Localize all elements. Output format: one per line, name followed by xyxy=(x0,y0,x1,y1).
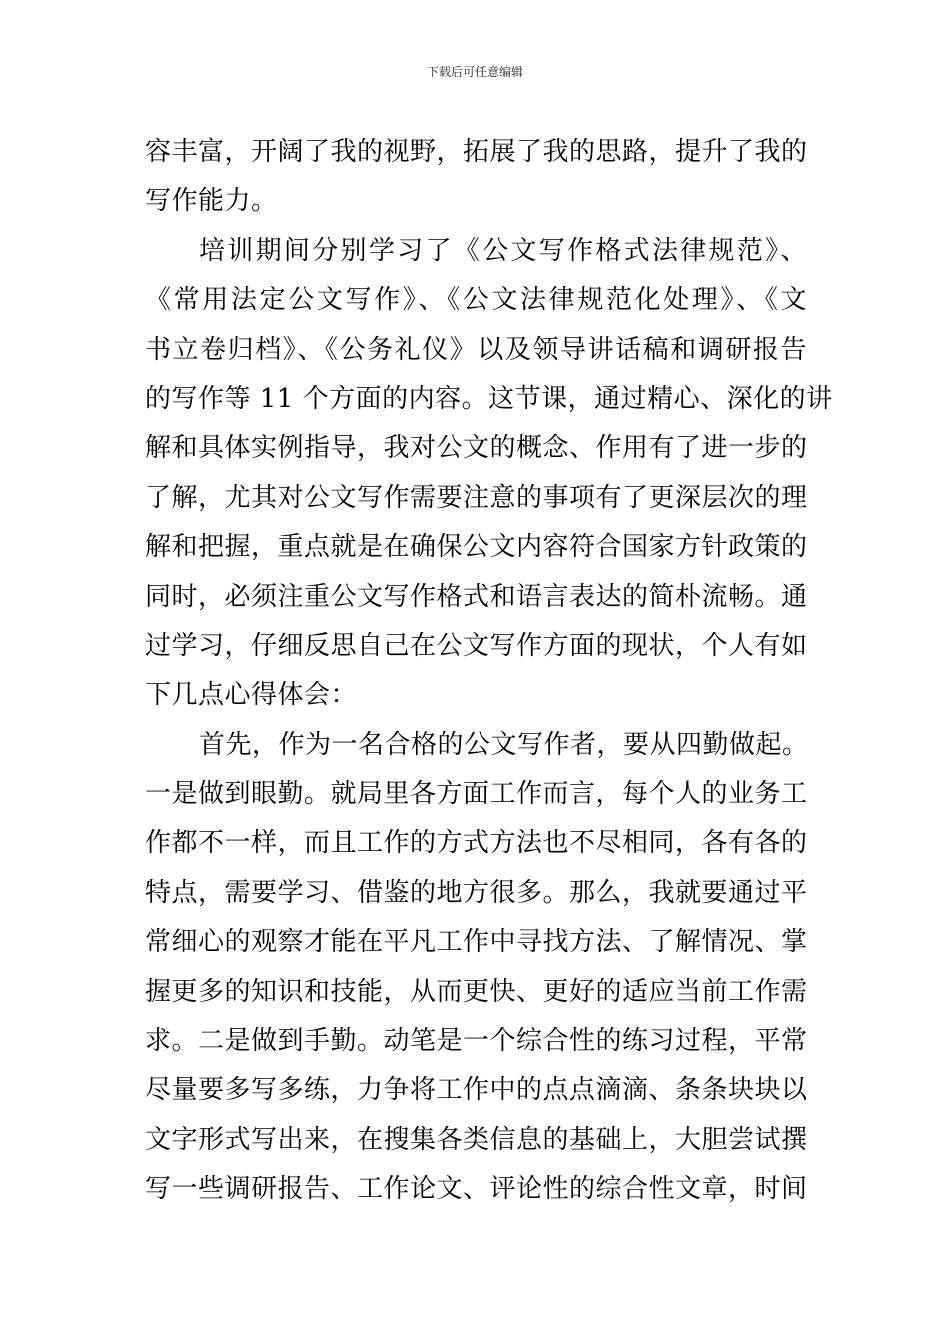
body-text xyxy=(145,128,833,1215)
text-line: 了解，尤其对公文写作需要注意的事项有了更深层次的理 xyxy=(145,482,808,513)
text-line: 下几点心得体会： xyxy=(145,680,358,711)
text-line: 作都不一样，而且工作的方式方法也不尽相同，各有各的 xyxy=(145,828,808,859)
page-header: 下载后可任意编辑 xyxy=(426,65,523,79)
text-line: 文字形式写出来，在搜集各类信息的基础上，大胆尝试撰 xyxy=(145,1124,808,1155)
text-line: 解和把握，重点就是在确保公文内容符合国家方针政策的 xyxy=(145,532,808,563)
text-line: 写一些调研报告、工作论文、评论性的综合性文章，时间 xyxy=(145,1174,808,1205)
text-line: 《常用法定公文写作》、《公文法律规范化处理》、《文 xyxy=(145,285,807,316)
text-line: 首先，作为一名合格的公文写作者，要从四勤做起。 xyxy=(199,729,809,760)
text-line: 培训期间分别学习了《公文写作格式法律规范》、 xyxy=(199,235,807,266)
text-line: 同时，必须注重公文写作格式和语言表达的简朴流畅。通 xyxy=(145,581,808,612)
text-line: 过学习，仔细反思自己在公文写作方面的现状，个人有如 xyxy=(145,630,808,661)
text-line: 一是做到眼勤。就局里各方面工作而言，每个人的业务工 xyxy=(145,779,808,810)
text-line: 的写作等 11 个方面的内容。这节课，通过精心、深化的讲 xyxy=(145,383,833,414)
text-line: 书立卷归档》、《公务礼仪》以及领导讲话稿和调研报告 xyxy=(145,334,807,365)
text-line: 特点，需要学习、借鉴的地方很多。那么，我就要通过平 xyxy=(145,877,808,908)
text-line: 求。二是做到手勤。动笔是一个综合性的练习过程，平常 xyxy=(145,1026,808,1057)
text-line: 尽量要多写多练，力争将工作中的点点滴滴、条条块块以 xyxy=(145,1075,808,1106)
text-line: 常细心的观察才能在平凡工作中寻找方法、了解情况、掌 xyxy=(145,927,808,958)
text-line: 解和具体实例指导，我对公文的概念、作用有了进一步的 xyxy=(145,433,808,464)
text-line: 容丰富，开阔了我的视野，拓展了我的思路，提升了我的 xyxy=(145,137,808,167)
text-line: 写作能力。 xyxy=(145,186,278,217)
text-line: 握更多的知识和技能，从而更快、更好的适应当前工作需 xyxy=(145,976,808,1007)
